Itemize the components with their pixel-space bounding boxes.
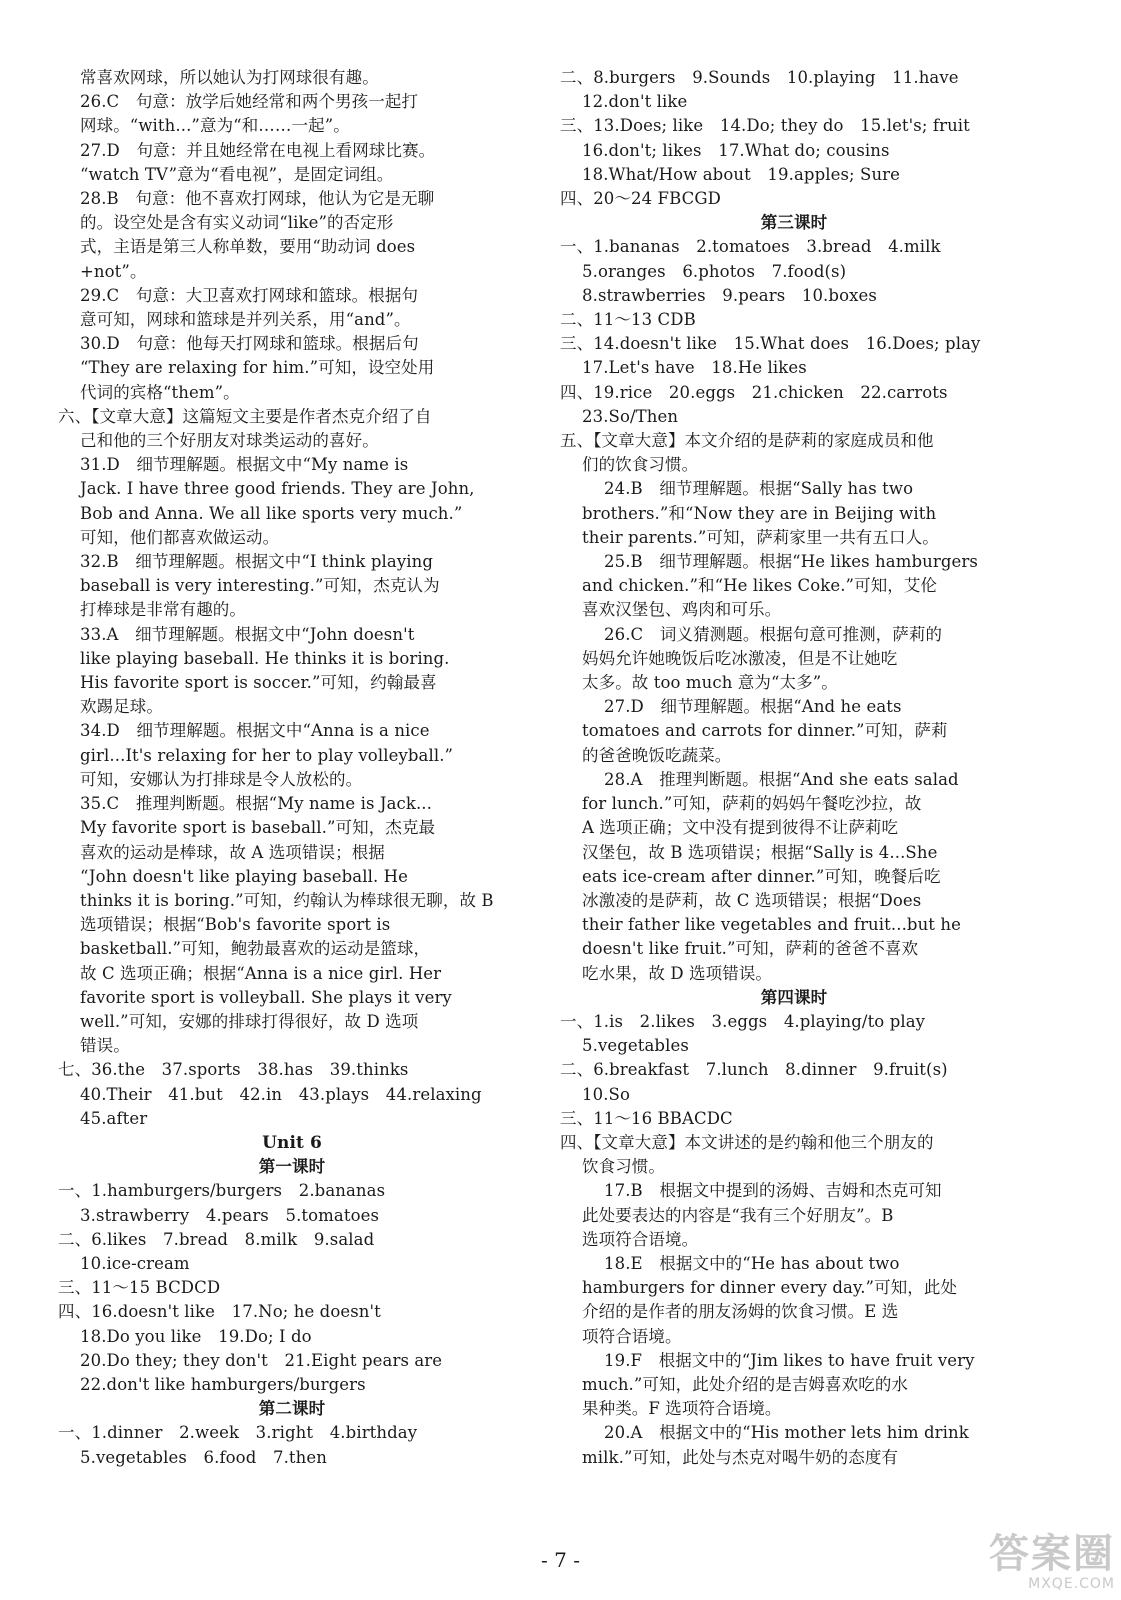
- answer-line: 冰激凌的是萨莉，故 C 选项错误；根据“Does: [582, 890, 922, 910]
- answer-line: 12.don't like: [582, 92, 688, 112]
- answer-line: “watch TV”意为“看电视”，是固定词组。: [80, 164, 394, 184]
- answer-line: 五、【文章大意】本文介绍的是萨莉的家庭成员和他: [560, 431, 934, 451]
- answer-line: 四、【文章大意】本文讲述的是约翰和他三个朋友的: [560, 1132, 934, 1152]
- answer-line: much.”可知，此处介绍的是吉姆喜欢吃的水: [582, 1374, 909, 1394]
- answer-line: 一、1.is 2.likes 3.eggs 4.playing/to play: [560, 1011, 926, 1031]
- answer-line: 27.D 细节理解题。根据“And he eats: [604, 697, 902, 717]
- answer-line: thinks it is boring.”可知，约翰认为棒球很无聊，故 B: [80, 890, 494, 910]
- answer-line: 40.Their 41.but 42.in 43.plays 44.relaxing: [80, 1084, 482, 1104]
- answer-line: brothers.”和“Now they are in Beijing with: [582, 503, 937, 523]
- answer-line: 26.C 句意：放学后她经常和两个男孩一起打: [80, 92, 419, 112]
- answer-line: basketball.”可知，鲍勃最喜欢的运动是篮球，: [80, 939, 431, 959]
- answer-line: 45.after: [80, 1108, 148, 1128]
- answer-line: baseball is very interesting.”可知，杰克认为: [80, 576, 440, 596]
- answer-line: 果种类。F 选项符合语境。: [582, 1399, 782, 1419]
- answer-line: 10.ice-cream: [80, 1253, 190, 1273]
- answer-line: 18.E 根据文中的“He has about two: [604, 1253, 900, 1273]
- answer-line: 17.B 根据文中提到的汤姆、吉姆和杰克可知: [604, 1181, 942, 1201]
- answer-line: doesn't like fruit.”可知，萨莉的爸爸不喜欢: [582, 939, 919, 959]
- answer-line: tomatoes and carrots for dinner.”可知，萨莉: [582, 721, 948, 741]
- answer-line: 32.B 细节理解题。根据文中“I think playing: [80, 552, 434, 572]
- answer-line: 20.Do they; they don't 21.Eight pears are: [80, 1350, 443, 1370]
- answer-line: their father like vegetables and fruit...but he: [582, 915, 961, 935]
- answer-line: 26.C 词义猜测题。根据句意可推测，萨莉的: [604, 624, 943, 644]
- answer-line: 选项符合语境。: [582, 1229, 699, 1249]
- watermark-title: 答案圈: [989, 1531, 1115, 1577]
- answer-line: 选项错误；根据“Bob's favorite sport is: [80, 915, 391, 935]
- answer-line: 可知，他们都喜欢做运动。: [80, 527, 280, 547]
- answer-line: 10.So: [582, 1084, 630, 1104]
- answer-line: 欢踢足球。: [80, 697, 163, 717]
- watermark-url: MXQE.COM: [1028, 1576, 1115, 1592]
- answer-line: 式，主语是第三人称单数，要用“助动词 does: [80, 237, 416, 257]
- answer-line: hamburgers for dinner every day.”可知，此处: [582, 1278, 958, 1298]
- answer-line: 的。设空处是含有实义动词“like”的否定形: [80, 213, 394, 233]
- answer-line: 28.A 推理判断题。根据“And she eats salad: [604, 769, 959, 789]
- answer-line: 常喜欢网球，所以她认为打网球很有趣。: [80, 68, 379, 87]
- answer-line: 27.D 句意：并且她经常在电视上看网球比赛。: [80, 140, 436, 160]
- answer-line: and chicken.”和“He likes Coke.”可知，艾伦: [582, 576, 938, 596]
- answer-line: 饮食习惯。: [582, 1157, 665, 1177]
- answer-line: 的爸爸晚饭吃蔬菜。: [582, 745, 732, 765]
- answer-line: My favorite sport is baseball.”可知，杰克最: [80, 818, 436, 838]
- page-number: - 7 -: [541, 1548, 580, 1572]
- answer-line: 23.So/Then: [582, 406, 679, 426]
- answer-line: 29.C 句意：大卫喜欢打网球和篮球。根据句: [80, 285, 419, 305]
- answer-line: milk.”可知，此处与杰克对喝牛奶的态度有: [582, 1447, 899, 1467]
- answer-line: 5.vegetables 6.food 7.then: [80, 1447, 327, 1467]
- answer-line: 三、11～16 BBACDC: [560, 1108, 733, 1128]
- answer-line: 19.F 根据文中的“Jim likes to have fruit very: [604, 1350, 975, 1370]
- answer-line: 二、8.burgers 9.Sounds 10.playing 11.have: [560, 68, 959, 87]
- answer-line: 一、1.bananas 2.tomatoes 3.bread 4.milk: [560, 237, 941, 257]
- answer-line: 二、6.breakfast 7.lunch 8.dinner 9.fruit(s): [560, 1060, 948, 1080]
- answer-line: 四、16.doesn't like 17.No; he doesn't: [58, 1302, 381, 1322]
- answer-line: 故 C 选项正确；根据“Anna is a nice girl. Her: [80, 963, 442, 983]
- answer-line: Bob and Anna. We all like sports very much.”: [80, 503, 463, 523]
- answer-line: 喜欢汉堡包、鸡肉和可乐。: [582, 600, 782, 620]
- answer-line: 项符合语境。: [582, 1326, 682, 1346]
- answer-line: 3.strawberry 4.pears 5.tomatoes: [80, 1205, 380, 1225]
- lesson-heading: 第一课时: [258, 1157, 326, 1177]
- answer-line: 16.don't; likes 17.What do; cousins: [582, 140, 890, 160]
- answer-line: 20.A 根据文中的“His mother lets him drink: [604, 1423, 969, 1443]
- answer-line: A 选项正确；文中没有提到彼得不让萨莉吃: [582, 818, 899, 838]
- answer-line: 35.C 推理判断题。根据“My name is Jack...: [80, 794, 432, 814]
- answer-line: Jack. I have three good friends. They are John,: [80, 479, 475, 499]
- answer-line: 5.vegetables: [582, 1036, 689, 1056]
- lesson-heading: 第三课时: [760, 213, 828, 233]
- answer-line: 意可知，网球和篮球是并列关系，用“and”。: [80, 310, 411, 330]
- answer-line: 四、19.rice 20.eggs 21.chicken 22.carrots: [560, 382, 948, 402]
- answer-line: 们的饮食习惯。: [582, 455, 699, 475]
- answer-line: 17.Let's have 18.He likes: [582, 358, 807, 378]
- answer-line: 错误。: [80, 1036, 130, 1056]
- answer-line: 18.What/How about 19.apples; Sure: [582, 164, 901, 184]
- answer-line: eats ice-cream after dinner.”可知，晚餐后吃: [582, 866, 941, 886]
- answer-line: 一、1.dinner 2.week 3.right 4.birthday: [58, 1423, 418, 1443]
- answer-line: 25.B 细节理解题。根据“He likes hamburgers: [604, 552, 978, 572]
- answer-line: 一、1.hamburgers/burgers 2.bananas: [58, 1181, 386, 1201]
- answer-line: 此处要表达的内容是“我有三个好朋友”。B: [582, 1205, 894, 1225]
- left-column: [58, 66, 526, 1470]
- answer-line: “They are relaxing for him.”可知，设空处用: [80, 358, 435, 378]
- answer-line: favorite sport is volleyball. She plays it very: [80, 987, 452, 1007]
- answer-line: 二、11～13 CDB: [560, 310, 696, 330]
- answer-line: their parents.”可知，萨莉家里一共有五口人。: [582, 527, 939, 547]
- answer-line: 8.strawberries 9.pears 10.boxes: [582, 285, 877, 305]
- answer-line: 介绍的是作者的朋友汤姆的饮食习惯。E 选: [582, 1302, 899, 1322]
- answer-line: 己和他的三个好朋友对球类运动的喜好。: [80, 431, 379, 451]
- answer-line: 33.A 细节理解题。根据文中“John doesn't: [80, 624, 415, 644]
- answer-line: 22.don't like hamburgers/burgers: [80, 1374, 366, 1394]
- answer-line: 二、6.likes 7.bread 8.milk 9.salad: [58, 1229, 375, 1249]
- answer-line: 四、20～24 FBCGD: [560, 189, 721, 209]
- answer-line: well.”可知，安娜的排球打得很好，故 D 选项: [80, 1011, 419, 1031]
- unit-heading: Unit 6: [262, 1132, 322, 1153]
- answer-line: 30.D 句意：他每天打网球和篮球。根据后句: [80, 334, 419, 354]
- answer-line: 汉堡包，故 B 选项错误；根据“Sally is 4...She: [582, 842, 938, 862]
- answer-line: 三、11～15 BCDCD: [58, 1278, 221, 1298]
- answer-line: 打棒球是非常有趣的。: [80, 600, 246, 620]
- answer-line: 妈妈允许她晚饭后吃冰激凌，但是不让她吃: [582, 648, 898, 668]
- answer-line: girl...It's relaxing for her to play volleyball.”: [80, 745, 454, 765]
- answer-line: 吃水果，故 D 选项错误。: [582, 963, 773, 983]
- answer-line: 六、【文章大意】这篇短文主要是作者杰克介绍了自: [58, 406, 432, 426]
- watermark-logo: [925, 1532, 1115, 1594]
- lesson-heading: 第四课时: [760, 987, 828, 1007]
- answer-line: 喜欢的运动是棒球，故 A 选项错误；根据: [80, 842, 385, 862]
- answer-line: 三、14.doesn't like 15.What does 16.Does; play: [560, 334, 981, 354]
- answer-line: 24.B 细节理解题。根据“Sally has two: [604, 479, 914, 499]
- answer-line: 28.B 句意：他不喜欢打网球，他认为它是无聊: [80, 189, 435, 209]
- answer-line: 三、13.Does; like 14.Do; they do 15.let's; fruit: [560, 116, 970, 136]
- answer-line: 34.D 细节理解题。根据文中“Anna is a nice: [80, 721, 430, 741]
- right-column: [560, 66, 1028, 1470]
- answer-line: 18.Do you like 19.Do; I do: [80, 1326, 312, 1346]
- answer-line: for lunch.”可知，萨莉的妈妈午餐吃沙拉，故: [582, 794, 922, 814]
- answer-line: +not”。: [80, 261, 147, 281]
- answer-line: like playing baseball. He thinks it is boring.: [80, 648, 450, 668]
- lesson-heading: 第二课时: [258, 1399, 326, 1419]
- answer-line: 七、36.the 37.sports 38.has 39.thinks: [58, 1060, 409, 1080]
- answer-line: 可知，安娜认为打排球是令人放松的。: [80, 769, 363, 789]
- answer-line: 太多。故 too much 意为“太多”。: [582, 673, 838, 693]
- answer-line: 31.D 细节理解题。根据文中“My name is: [80, 455, 409, 475]
- answer-line: 网球。“with...”意为“和……一起”。: [80, 116, 350, 136]
- answer-line: 代词的宾格“them”。: [80, 382, 240, 402]
- answer-line: 5.oranges 6.photos 7.food(s): [582, 261, 847, 281]
- answer-line: His favorite sport is soccer.”可知，约翰最喜: [80, 673, 437, 693]
- answer-line: “John doesn't like playing baseball. He: [80, 866, 409, 886]
